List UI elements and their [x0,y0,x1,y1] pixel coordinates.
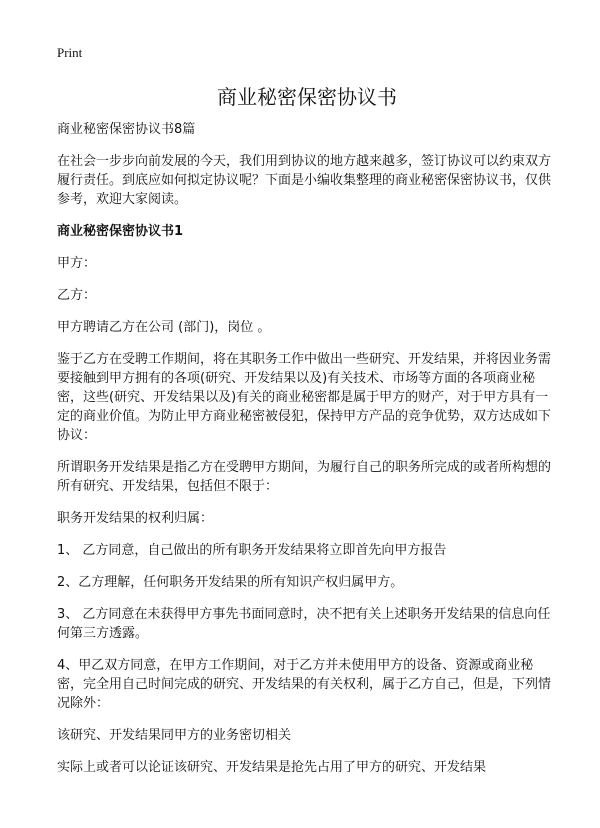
party-b-line: 乙方： [57,288,97,303]
exception-line: 实际上或者可以论证该研究、开发结果是抢先占用了甲方的研究、开发结果 [57,760,487,775]
clause-item: 1、 乙方同意，自己做出的所有职务开发结果将立即首先向甲方报告 [57,543,447,558]
section-heading: 商业秘密保密协议书1 [57,224,184,239]
intro-paragraph: 在社会一步步向前发展的今天，我们用到协议的地方越来越多，签订协议可以约束双方履行责任。到底应如何拟定协议呢？下面是小编收集整理的商业秘密保密协议书，仅供参考，欢迎大家阅读。 [57,154,552,207]
document-subtitle: 商业秘密保密协议书8篇 [57,122,196,137]
definition-paragraph: 所谓职务开发结果是指乙方在受聘甲方期间，为履行自己的职务所完成的或者所构想的所有研究、开发结果，包括但不限于： [57,460,552,494]
party-a-line: 甲方： [57,256,97,271]
employment-paragraph: 甲方聘请乙方在公司 (部门)，岗位 。 [57,320,271,335]
ownership-heading: 职务开发结果的权利归属： [57,511,214,526]
clause-item: 2、乙方理解，任何职务开发结果的所有知识产权归属甲方。 [57,575,404,590]
clause-item: 3、 乙方同意在未获得甲方事先书面同意时，决不把有关上述职务开发结果的信息向任何第三方透露。 [57,607,551,641]
document-page [57,44,557,790]
exception-line: 该研究、开发结果同甲方的业务密切相关 [57,728,292,743]
document-title: 商业秘密保密协议书 [217,85,397,109]
print-label: Print [57,45,83,60]
whereas-paragraph: 鉴于乙方在受聘工作期间，将在其职务工作中做出一些研究、开发结果，并将因业务需要接触到甲方拥有的各项(研究、开发结果以及)有关技术、市场等方面的各项商业秘密，这些(研究、开发结果以及)有关的商业秘密都是属于甲方的财产，对于甲方具有一定的商业价值。为防止甲方商业秘密被侵犯，保持甲方产品的竞争优势，双方达成如下协议： [57,352,552,443]
clause-item: 4、甲乙双方同意，在甲方工作期间，对于乙方并未使用甲方的设备、资源或商业秘密，完全用自己时间完成的研究、开发结果的有关权利，属于乙方自己，但是，下列情况除外： [57,658,552,711]
